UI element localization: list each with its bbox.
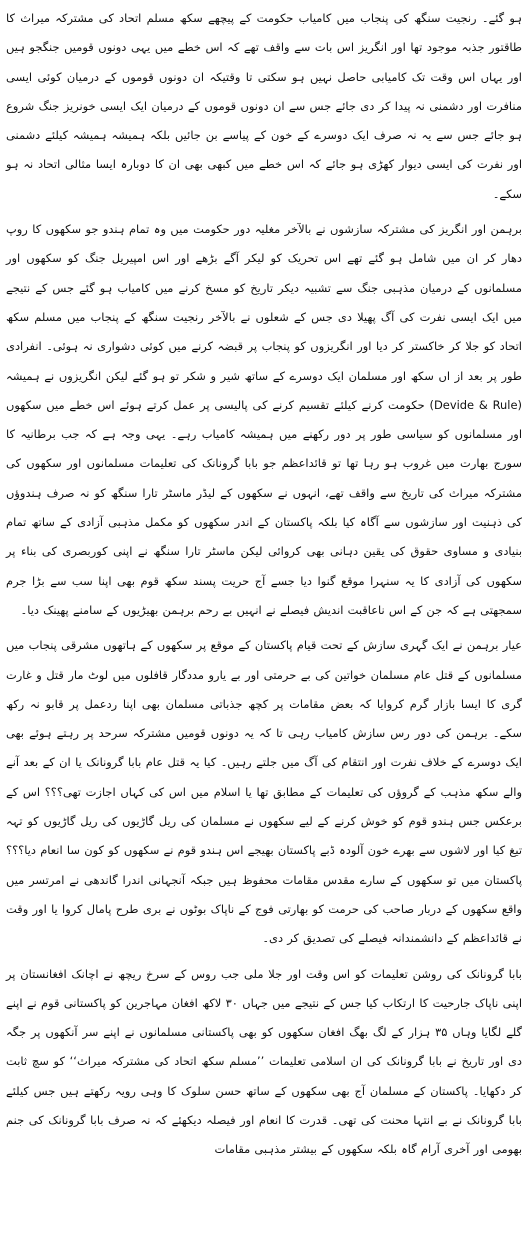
article-paragraph-2: برہمن اور انگریز کی مشترکہ سازشوں نے بالآخر مغلیہ دور حکومت میں وہ تمام ہندو جو سکھوں کا روپ دھار کر ان میں شامل ہو گئے تھے اس تحریک کو لیکر آگے بڑھے اور اس امپیریل جنگ کو سکھوں اور مسلمانوں کے درمیان مذہبی جنگ سے تشبیہ دیکر تاریخ کو مسخ کرنے میں کامیاب ہو گئے جس کے نتیجے میں ایک ایسی نفرت کی آگ پھیلا دی جس کے شعلوں نے بالآخر رنجیت سنگھ کے پنجاب میں مسلم سکھ اتحاد کو جلا کر خاکستر کر دیا اور انگریزوں کو پنجاب پر قبضہ کرنے میں کوئی دشواری نہ ہوئی۔ انفرادی طور پر بعد از اں سکھ اور مسلمان ایک دوسرے کے ساتھ شیر و شکر تو ہو گئے لیکن انگریزوں نے ہمیشہ (Devide & Rule) حکومت کرنے کیلئے تقسیم کرنے کی پالیسی پر عمل کرتے ہوئے اس خطے میں سکھوں اور مسلمانوں کو سیاسی طور پر دور رکھنے میں ہمیشہ کامیاب رہے۔ یہی وجہ ہے کہ جب برطانیہ کا سورج بھارت میں غروب ہو رہا تھا تو قائداعظم جو بابا گرونانک کی تعلیمات مسلمانوں اور سکھوں کی مشترکہ میراث کی تاریخ سے واقف تھے، انہوں نے سکھوں کے لیڈر ماسٹر تارا سنگھ کو نہ صرف ہندوؤں کی ذہنیت اور سازشوں سے آگاہ کیا بلکہ پاکستان کے اندر سکھوں کو مکمل مذہبی آزادی کے ساتھ تمام بنیادی و مساوی حقوق کی یقین دہانی بھی کروائی لیکن ماسٹر تارا سنگھ نے اپنی کوربصری کی بناء پر سکھوں کی آزادی کا یہ سنہرا موقع گنوا دیا جسے آج حریت پسند سکھ قوم بھی اپنا سب سے بڑا جرم سمجھتی ہے کہ جن کے اس ناعاقبت اندیش فیصلے نے انہیں بے رحم برہمن بھیڑیوں کے سامنے پھینک دیا۔ [6, 222, 522, 617]
article-paragraph-1: ہو گئے۔ رنجیت سنگھ کی پنجاب میں کامیاب حکومت کے پیچھے سکھ مسلم اتحاد کی مشترکہ میراث کا طاقتور جذبہ موجود تھا اور انگریز اس بات سے واقف تھے کہ اس خطے میں یہی دونوں قومیں جنگجو ہیں اور یہاں اس وقت تک کامیابی حاصل نہیں ہو سکتی تا وقتیکہ ان دونوں قوموں کے درمیان کوئی ایسی منافرت اور دشمنی نہ پیدا کر دی جائے جس سے ان دونوں قوموں کے درمیان ایک ایسی خونریز جنگ شروع ہو جائے جس سے یہ نہ صرف ایک دوسرے کے خون کے پیاسے بن جائیں بلکہ ہمیشہ ہمیشہ کیلئے دشمنی اور نفرت کی ایسی دیوار کھڑی ہو جائے کہ اس خطے میں کبھی بھی ان کا دوبارہ ایسا مثالی اتحاد نہ ہو سکے۔ [6, 11, 522, 201]
article-paragraph-4: بابا گرونانک کی روشن تعلیمات کو اس وقت اور جلا ملی جب روس کے سرخ ریچھ نے اچانک افغانستان پر اپنی ناپاک جارحیت کا ارتکاب کیا جس کے نتیجے میں جہاں ۳۰ لاکھ افغان مہاجرین کو پاکستانی قوم نے اپنے گلے لگایا وہاں ۳۵ ہزار کے لگ بھگ افغان سکھوں کو بھی پاکستانی مسلمانوں نے اپنے سر آنکھوں پر جگہ دی اور تاریخ نے بابا گرونانک کی ان اسلامی تعلیمات ’’مسلم سکھ اتحاد کی مشترکہ میراث‘‘ کو سچ ثابت کر دکھایا۔ پاکستان کے مسلمان آج بھی سکھوں کے ساتھ حسن سلوک کا وہی رویہ رکھتے ہیں جس کیلئے بابا گرونانک نے بے انتہا محنت کی تھی۔ قدرت کا انعام اور فیصلہ دیکھئے کہ نہ صرف بابا گرونانک کی جنم بھومی اور آخری آرام گاہ بلکہ سکھوں کے بیشتر مذہبی مقامات [6, 966, 523, 1157]
article-paragraph-3: عیار برہمن نے ایک گہری سازش کے تحت قیام پاکستان کے موقع پر سکھوں کے ہاتھوں مشرقی پنجاب میں مسلمانوں کے قتل عام مسلمان خواتین کی بے حرمتی اور بے یارو مددگار قافلوں میں لوٹ مار قتل و غارت گری کا ایسا بازار گرم کروایا کہ بعض مقامات پر کچھ جذباتی مسلمان بھی اپنا ردعمل پر قابو نہ رکھ سکے۔ برہمن کی دور رس سازش کامیاب رہی تا کہ یہ دونوں قومیں مشترکہ سرحد پر رہتے ہوئے بھی ایک دوسرے کے خلاف نفرت اور انتقام کی آگ میں جلتے رہیں۔ کیا یہ قتل عام بابا گرونانک یا ان کے بعد آنے والے سکھ مذہب کے گروؤں کی تعلیمات کے مطابق تھا یا اسلام میں اس کی کہاں اجازت تھی؟؟؟ اس کے برعکس جس ہندو قوم کو خوش کرنے کے لیے سکھوں نے مسلمان کی ریل گاڑیوں کی ریل گاڑیوں کو تہہ تیغ کیا اور لاشوں سے بھرے خون آلودہ ڈبے پاکستان بھیجے اس ہندو قوم نے سکھوں کو کون سا انعام دیا؟؟؟ پاکستان میں تو سکھوں کے سارے مقدس مقامات محفوظ ہیں جبکہ آنجہانی اندرا گاندھی نے امرتسر میں واقع سکھوں کے دربار صاحب کی حرمت کو بھارتی فوج کے ناپاک بوٹوں نے بری طرح پامال کروا یا اور وقت نے قائداعظم کے دانشمندانہ فیصلے کی تصدیق کر دی۔ [6, 638, 522, 946]
